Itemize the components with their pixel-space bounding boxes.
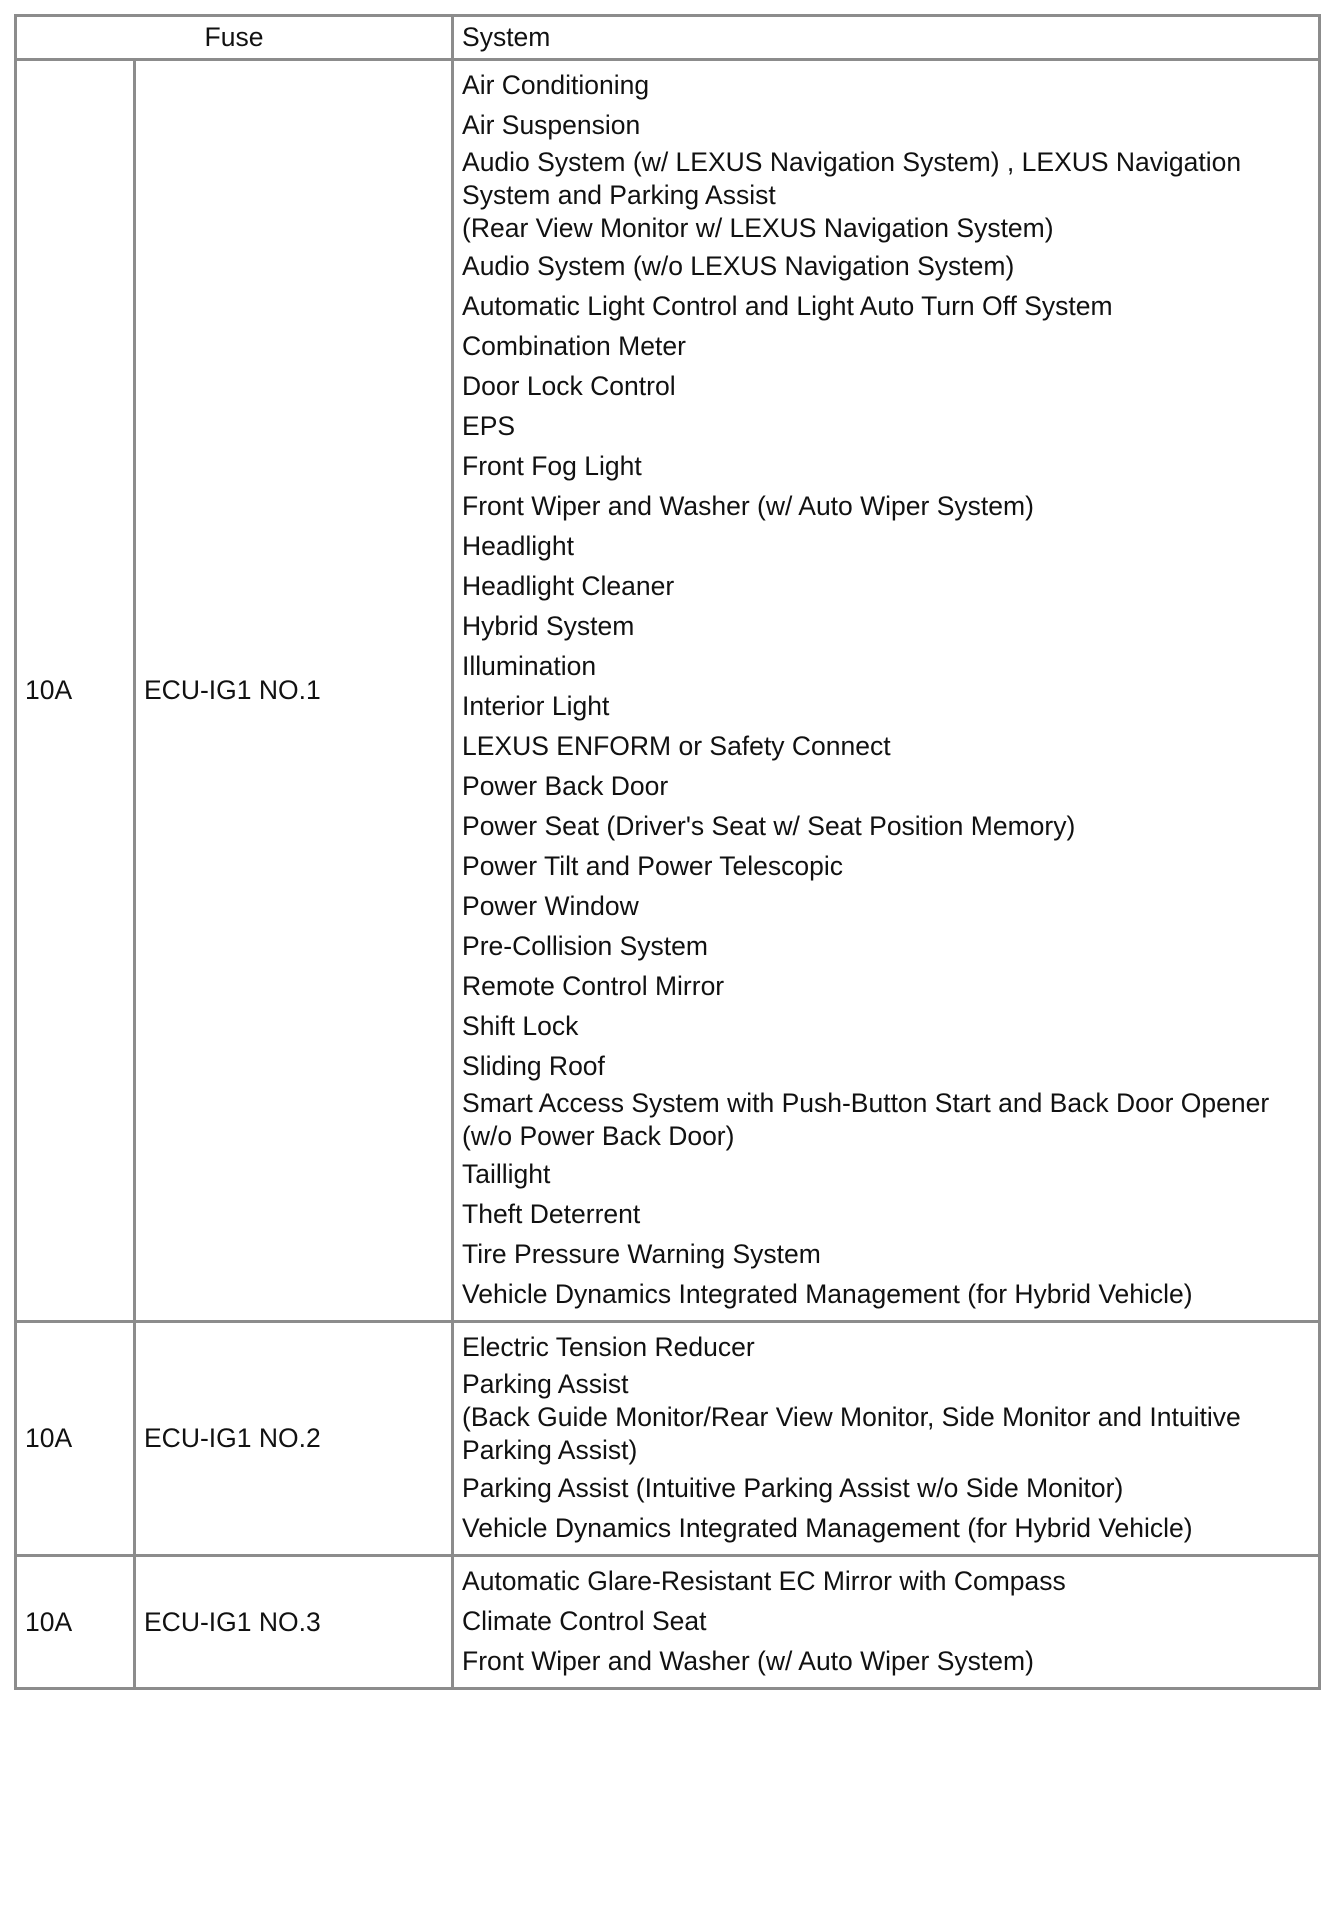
system-item: Electric Tension Reducer [462,1331,755,1362]
system-item: EPS [462,410,516,441]
system-item: Air Conditioning [462,69,650,100]
system-item: Vehicle Dynamics Integrated Management (for Hybrid Vehicle) [462,1278,1193,1309]
system-item: Combination Meter [462,330,686,361]
system-item: Door Lock Control [462,370,676,401]
table-row [16,1322,1320,1556]
system-item: Hybrid System [462,610,635,641]
system-item: Air Suspension [462,109,641,140]
table-row [16,60,1320,1322]
fuse-amperage: 10A [16,60,135,1322]
system-item: Tire Pressure Warning System [462,1238,821,1269]
system-item: Climate Control Seat [462,1605,707,1636]
system-item: Power Tilt and Power Telescopic [462,850,844,881]
system-item: Automatic Light Control and Light Auto Turn Off System [462,290,1113,321]
system-item: LEXUS ENFORM or Safety Connect [462,730,891,761]
system-cell [453,1556,1320,1689]
system-item: Automatic Glare-Resistant EC Mirror with Compass [462,1565,1066,1596]
system-item: Front Fog Light [462,450,642,481]
system-item: Headlight [462,530,574,561]
table-row [16,1556,1320,1689]
system-item: Pre-Collision System [462,930,708,961]
system-list [462,1561,1310,1681]
system-item: Taillight [462,1158,551,1189]
system-list [462,65,1310,1314]
system-item: Parking Assist (Back Guide Monitor/Rear View Monitor, Side Monitor and Intuitive Parking Assist) [462,1369,1241,1465]
header-row [16,16,1320,60]
system-item: Power Window [462,890,639,921]
system-item: Shift Lock [462,1010,579,1041]
system-cell [453,60,1320,1322]
fuse-name: ECU-IG1 NO.1 [135,60,453,1322]
system-item: Interior Light [462,690,610,721]
system-item: Vehicle Dynamics Integrated Management (for Hybrid Vehicle) [462,1512,1193,1543]
fuse-amperage: 10A [16,1556,135,1689]
system-item: Front Wiper and Washer (w/ Auto Wiper System) [462,490,1034,521]
fuse-system-table [14,14,1321,1690]
fuse-column-header: Fuse [16,16,453,60]
fuse-name: ECU-IG1 NO.3 [135,1556,453,1689]
system-item: Illumination [462,650,597,681]
system-item: Audio System (w/ LEXUS Navigation System) , LEXUS Navigation System and Parking Assist (Rear View Monitor w/ LEXUS Navigation System) [462,147,1242,243]
system-item: Audio System (w/o LEXUS Navigation System) [462,250,1015,281]
system-column-header: System [453,16,1320,60]
system-item: Headlight Cleaner [462,570,675,601]
system-item: Theft Deterrent [462,1198,641,1229]
system-cell [453,1322,1320,1556]
system-item: Power Back Door [462,770,669,801]
system-item: Smart Access System with Push-Button Start and Back Door Opener (w/o Power Back Door) [462,1088,1270,1151]
system-item: Front Wiper and Washer (w/ Auto Wiper System) [462,1645,1034,1676]
system-item: Power Seat (Driver's Seat w/ Seat Position Memory) [462,810,1076,841]
system-list [462,1327,1310,1548]
system-item: Sliding Roof [462,1050,605,1081]
fuse-amperage: 10A [16,1322,135,1556]
system-item: Remote Control Mirror [462,970,725,1001]
system-item: Parking Assist (Intuitive Parking Assist w/o Side Monitor) [462,1472,1124,1503]
fuse-name: ECU-IG1 NO.2 [135,1322,453,1556]
